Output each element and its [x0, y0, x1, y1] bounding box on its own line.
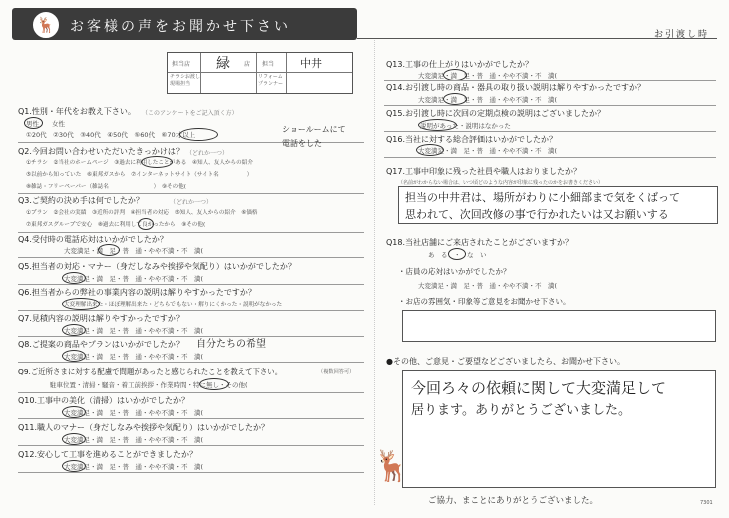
- q7-circle: [62, 324, 86, 336]
- q17-label: Q17.工事中印象に残った社員や職人はおりましたか？: [386, 167, 582, 176]
- q3-label: Q3.ご契約の決め手は何でしたか？: [18, 196, 144, 205]
- q1-note: （このアンケートをご記入頂く方）: [142, 110, 238, 117]
- q10-scale: 大変満足・満 足・普 通・やや不満・不 満(: [64, 409, 204, 417]
- q4-scale: 大変満足・満 足・普 通・やや不満・不 満(: [64, 247, 204, 255]
- q16-scale: 大変満足・満 足・普 通・やや不満・不 満(: [418, 147, 558, 155]
- q4-divider: [18, 257, 364, 258]
- q9-label: Q9.ご近所さまに対する配慮で問題があったと感じられたことを教えて下さい。: [18, 367, 283, 376]
- opinion-box: [373, 370, 716, 488]
- opinion-handwriting-2: 居ります。ありがとうございました。: [411, 403, 631, 418]
- q11-divider: [18, 445, 364, 446]
- q16-label: Q16.当社に対する総合評価はいかがでしたか？: [386, 135, 558, 144]
- column-separator: [374, 40, 375, 505]
- q3-options-2: ⑦東邦ガスグループで安心 ⑧過去に利用して良かったから ⑨その他(: [26, 222, 206, 228]
- opinion-label: ●その他、ご意見・ご要望などございましたら、お聞かせ下さい。: [386, 357, 625, 366]
- q9-circle: [199, 378, 229, 390]
- q13-divider: [384, 80, 716, 81]
- q18-circle: [448, 248, 466, 260]
- q4-circle: [98, 244, 120, 256]
- q18-options: あ る ・ な い: [428, 251, 487, 259]
- shop-suffix: 店: [244, 61, 251, 68]
- staff-box: [167, 52, 353, 94]
- q10-divider: [18, 418, 364, 419]
- q11-circle: [62, 433, 86, 445]
- q18-sub2-label: ・お店の雰囲気・印象等ご意見をお聞かせ下さい。: [398, 297, 571, 306]
- q6-label: Q6.担当者からの弊社の事業内容の説明は解りやすかったですか？: [18, 288, 256, 297]
- title-banner: [12, 8, 357, 40]
- q15-label: Q15.お引渡し時に次回の定期点検の説明はございましたか？: [386, 109, 606, 118]
- q8-circle: [62, 350, 86, 362]
- q6-scale: 大変理解出来た・ほぼ理解出来た・どちらでもない・解りにくかった・説明がなかった: [64, 302, 283, 308]
- q2-options-2: ⑤以前から知っていた ⑥東邦ガスから ⑦インターネットサイト（サイト名 ）: [26, 172, 253, 178]
- q11-scale: 大変満足・満 足・普 通・やや不満・不 満(: [64, 436, 204, 444]
- thanks-message: ご協力、まことにありがとうございました。: [428, 496, 599, 506]
- q2-options-3: ⑧雑誌・フリーペーパー（雑誌名 ） ⑨その他(: [26, 184, 186, 190]
- q10-label: Q10.工事中の美化（清掃）はいかがでしたか？: [18, 396, 190, 405]
- q7-divider: [18, 336, 364, 337]
- q8-divider: [18, 362, 364, 363]
- q8-label: Q8.ご提案の商品やプランはいかがでしたか？: [18, 340, 184, 349]
- planner-label: リフォーム プランナー: [258, 74, 284, 87]
- q12-scale: 大変満足・満 足・普 通・やや不満・不 満(: [64, 463, 204, 471]
- q3-divider: [18, 232, 364, 233]
- shop-impression-box: [402, 310, 716, 342]
- q2-divider: [18, 193, 364, 194]
- deer-mascot-icon: 🦌: [373, 449, 411, 484]
- q1-label: Q1.性別・年代をお教え下さい。: [18, 107, 136, 116]
- delivery-label: お引渡し時: [654, 30, 710, 40]
- q16-circle: [416, 144, 444, 156]
- q2-note: （どれか一つ）: [186, 150, 229, 157]
- q3-note: （どれか一つ）: [170, 199, 213, 206]
- q10-circle: [62, 406, 86, 418]
- q17-note: （名前がわからない場合は、いつ頃どのような内容が印象に残ったのかをお書きください）: [398, 180, 604, 186]
- q12-label: Q12.安心して工事を進めることができましたか？: [18, 450, 198, 459]
- opinion-handwriting-1: 今回ろ々の依頼に関して大変満足して: [411, 379, 667, 397]
- q5-circle: [62, 272, 86, 284]
- q1-age: ①20代 ②30代 ③40代 ④50代 ⑤60代 ⑥70才以上: [26, 131, 196, 139]
- q12-circle: [62, 460, 86, 472]
- q15-circle: [418, 119, 457, 131]
- staff-value: 中井: [300, 57, 322, 70]
- q1-gender: 男性 女性: [26, 120, 65, 128]
- q18-sub-scale: 大変満足・満 足・普 通・やや不満・不 満(: [418, 282, 558, 290]
- q17-answer-box: [398, 186, 718, 224]
- q8-scale: 大変満足・満 足・普 通・やや不満・不 満(: [64, 353, 204, 361]
- q5-divider: [18, 284, 364, 285]
- q5-label: Q5.担当者の対応・マナー（身だしなみや挨拶や気配り）はいかがでしたか？: [18, 262, 296, 271]
- q4-label: Q4.受付時の電話応対はいかがでしたか？: [18, 235, 168, 244]
- q14-label: Q14.お引渡し時の商品・器具の取り扱い説明は解りやすかったですか？: [386, 83, 646, 92]
- page-title: お客様の声をお聞かせ下さい: [70, 19, 291, 35]
- q15-divider: [384, 131, 716, 132]
- q7-label: Q7.見積内容の説明は解りやすかったですか？: [18, 314, 184, 323]
- deer-logo-icon: 🦌: [32, 11, 60, 39]
- q13-scale: 大変満足・満 足・普 通・やや不満・不 満(: [418, 72, 558, 80]
- checker-label: チラシお渡し 現場担当: [170, 74, 201, 87]
- q2-handwriting: ショールームにて 電話をした: [282, 125, 346, 148]
- q8-handwriting: 自分たちの希望: [196, 339, 266, 350]
- q3-circle: [138, 218, 154, 230]
- q6-divider: [18, 310, 364, 311]
- q14-divider: [384, 105, 716, 106]
- shop-value: 緑: [216, 56, 230, 72]
- q18-label: Q18.当社店舗にご来店されたことがございますか？: [386, 238, 574, 247]
- q13-label: Q13.工事の仕上がりはいかがでしたか？: [386, 60, 534, 69]
- q15-options: 説明があった・説明はなかった: [420, 122, 511, 130]
- q2-options-1: ①チラシ ②当社のホームページ ③過去に利用したことがある ④知人、友人からの紹介: [26, 160, 253, 166]
- shop-label: 担当店: [172, 61, 191, 68]
- staff-label: 担当: [262, 61, 275, 68]
- q18-sub-label: ・店員の応対はいかがでしたか？: [398, 267, 511, 276]
- q3-options-1: ①プラン ②会社の実績 ③近所の評判 ④担当者の対応 ⑤知人、友人からの紹介 ⑥価格: [26, 210, 258, 216]
- q12-divider: [18, 472, 364, 473]
- q11-label: Q11.職人のマナー（身だしなみや挨拶や気配り）はいかがでしたか？: [18, 423, 270, 432]
- q2-circle: [141, 156, 173, 168]
- q17-handwriting-1: 担当の中井君は、場所がわりに小細部まで気をくばって: [405, 191, 680, 204]
- q7-scale: 大変満足・満 足・普 通・やや不満・不 満(: [64, 327, 204, 335]
- form-code: 7301: [700, 500, 713, 506]
- q14-scale: 大変満足・満 足・普 通・やや不満・不 満(: [418, 96, 558, 104]
- age-circle: [179, 128, 218, 141]
- q2-label: Q2.今回お問い合わせいただいたきっかけは？: [18, 147, 184, 156]
- q14-circle: [443, 93, 467, 105]
- gender-circle: [24, 117, 43, 129]
- q9-options: 駐車位置・清掃・騒音・着工前挨拶・作業時間・特に無し・その他(: [50, 381, 248, 389]
- q17-handwriting-2: 思われて、次回改修の事で行かれたいは又お願いする: [405, 208, 669, 221]
- q9-note: （複数回答可）: [318, 369, 355, 375]
- q6-circle: [62, 298, 100, 310]
- q5-scale: 大変満足・満 足・普 通・やや不満・不 満(: [64, 275, 204, 283]
- q9-divider: [18, 392, 364, 393]
- q16-divider: [384, 157, 716, 158]
